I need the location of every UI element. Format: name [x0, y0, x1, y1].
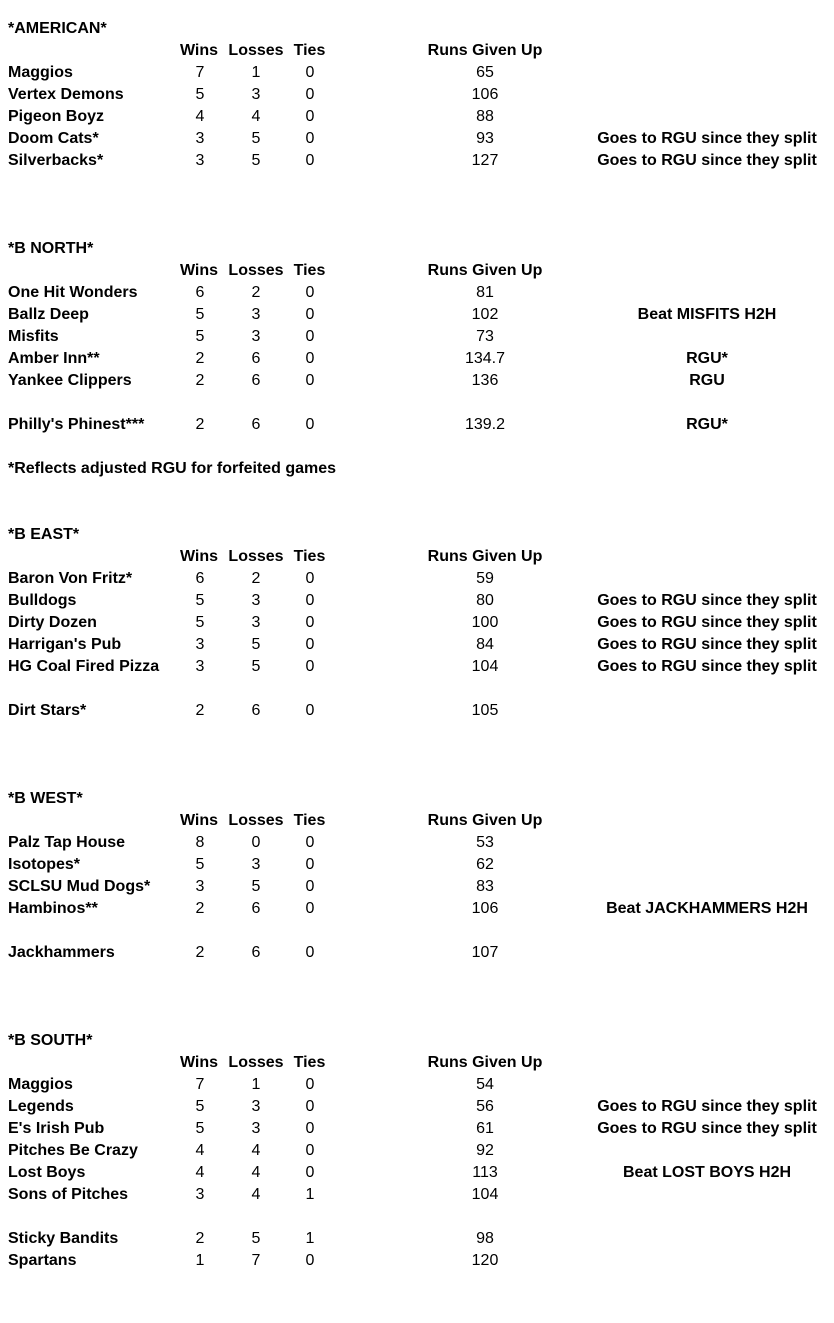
header-losses: Losses [228, 1054, 284, 1071]
team-rgu: 104 [471, 1186, 499, 1203]
team-note: Beat JACKHAMMERS H2H [606, 900, 808, 917]
team-wins: 1 [195, 1252, 205, 1269]
team-name: Isotopes* [8, 856, 81, 873]
team-name: Vertex Demons [8, 86, 124, 103]
header-losses: Losses [228, 262, 284, 279]
header-wins: Wins [179, 262, 219, 279]
team-losses: 3 [251, 306, 261, 323]
team-ties: 0 [305, 878, 315, 895]
team-name: Amber Inn** [8, 350, 100, 367]
team-wins: 5 [195, 856, 205, 873]
team-rgu: 80 [476, 592, 494, 609]
team-wins: 5 [195, 614, 205, 631]
team-rgu: 73 [476, 328, 494, 345]
team-ties: 0 [305, 328, 315, 345]
team-losses: 3 [251, 1098, 261, 1115]
team-losses: 5 [251, 878, 261, 895]
team-ties: 0 [305, 592, 315, 609]
team-name: Hambinos** [8, 900, 98, 917]
team-name: One Hit Wonders [8, 284, 138, 301]
team-name: Spartans [8, 1252, 77, 1269]
team-name: Legends [8, 1098, 74, 1115]
team-name: Philly's Phinest*** [8, 416, 145, 433]
team-ties: 0 [305, 372, 315, 389]
team-note: Goes to RGU since they split [597, 614, 817, 631]
team-rgu: 104 [471, 658, 499, 675]
team-name: Baron Von Fritz* [8, 570, 133, 587]
team-losses: 7 [251, 1252, 261, 1269]
team-losses: 4 [251, 1186, 261, 1203]
team-name: Doom Cats* [8, 130, 99, 147]
team-note: Goes to RGU since they split [597, 152, 817, 169]
team-losses: 3 [251, 592, 261, 609]
team-losses: 5 [251, 152, 261, 169]
team-name: Dirt Stars* [8, 702, 87, 719]
team-wins: 5 [195, 1120, 205, 1137]
team-rgu: 65 [476, 64, 494, 81]
team-note: Goes to RGU since they split [597, 1098, 817, 1115]
team-ties: 0 [305, 1252, 315, 1269]
team-note: Goes to RGU since they split [597, 636, 817, 653]
team-wins: 3 [195, 130, 205, 147]
team-wins: 2 [195, 900, 205, 917]
team-wins: 3 [195, 878, 205, 895]
team-rgu: 83 [476, 878, 494, 895]
team-name: Harrigan's Pub [8, 636, 122, 653]
team-losses: 6 [251, 350, 261, 367]
team-ties: 0 [305, 1164, 315, 1181]
team-losses: 3 [251, 328, 261, 345]
team-rgu: 98 [476, 1230, 494, 1247]
team-wins: 7 [195, 1076, 205, 1093]
team-wins: 2 [195, 416, 205, 433]
team-losses: 6 [251, 900, 261, 917]
team-ties: 0 [305, 64, 315, 81]
team-ties: 0 [305, 284, 315, 301]
team-wins: 4 [195, 108, 205, 125]
team-losses: 2 [251, 284, 261, 301]
header-losses: Losses [228, 548, 284, 565]
team-losses: 4 [251, 1142, 261, 1159]
team-name: Yankee Clippers [8, 372, 132, 389]
team-rgu: 120 [471, 1252, 499, 1269]
team-losses: 5 [251, 636, 261, 653]
team-wins: 4 [195, 1164, 205, 1181]
team-ties: 0 [305, 570, 315, 587]
team-rgu: 84 [476, 636, 494, 653]
header-runs-given-up: Runs Given Up [427, 812, 543, 829]
team-name: E's Irish Pub [8, 1120, 105, 1137]
team-name: SCLSU Mud Dogs* [8, 878, 151, 895]
team-ties: 0 [305, 614, 315, 631]
team-ties: 0 [305, 130, 315, 147]
team-ties: 0 [305, 306, 315, 323]
team-wins: 2 [195, 944, 205, 961]
team-wins: 5 [195, 592, 205, 609]
team-wins: 6 [195, 570, 205, 587]
team-losses: 1 [251, 64, 261, 81]
team-ties: 1 [305, 1230, 315, 1247]
header-ties: Ties [293, 1054, 326, 1071]
header-wins: Wins [179, 548, 219, 565]
team-wins: 4 [195, 1142, 205, 1159]
team-wins: 5 [195, 328, 205, 345]
team-ties: 0 [305, 636, 315, 653]
team-ties: 0 [305, 1142, 315, 1159]
team-wins: 7 [195, 64, 205, 81]
team-losses: 2 [251, 570, 261, 587]
team-wins: 5 [195, 1098, 205, 1115]
team-name: Misfits [8, 328, 59, 345]
team-losses: 3 [251, 856, 261, 873]
team-wins: 2 [195, 350, 205, 367]
team-losses: 6 [251, 944, 261, 961]
team-rgu: 92 [476, 1142, 494, 1159]
team-wins: 5 [195, 306, 205, 323]
division-title-b-north: *B NORTH* [8, 240, 94, 257]
team-ties: 0 [305, 416, 315, 433]
team-note: Goes to RGU since they split [597, 592, 817, 609]
team-rgu: 56 [476, 1098, 494, 1115]
team-rgu: 59 [476, 570, 494, 587]
team-wins: 2 [195, 1230, 205, 1247]
footnote: *Reflects adjusted RGU for forfeited games [8, 460, 337, 477]
team-rgu: 139.2 [464, 416, 506, 433]
team-name: Jackhammers [8, 944, 115, 961]
team-rgu: 105 [471, 702, 499, 719]
team-ties: 0 [305, 834, 315, 851]
header-ties: Ties [293, 262, 326, 279]
team-rgu: 88 [476, 108, 494, 125]
header-wins: Wins [179, 1054, 219, 1071]
team-note: Goes to RGU since they split [597, 658, 817, 675]
team-name: Lost Boys [8, 1164, 86, 1181]
team-wins: 2 [195, 372, 205, 389]
team-rgu: 54 [476, 1076, 494, 1093]
team-rgu: 127 [471, 152, 499, 169]
header-runs-given-up: Runs Given Up [427, 1054, 543, 1071]
team-name: Maggios [8, 64, 73, 81]
team-name: Pitches Be Crazy [8, 1142, 138, 1159]
team-name: Silverbacks* [8, 152, 104, 169]
team-rgu: 53 [476, 834, 494, 851]
team-losses: 3 [251, 614, 261, 631]
team-rgu: 62 [476, 856, 494, 873]
header-ties: Ties [293, 548, 326, 565]
team-rgu: 136 [471, 372, 499, 389]
team-rgu: 113 [472, 1164, 498, 1181]
team-losses: 5 [251, 1230, 261, 1247]
team-losses: 3 [251, 1120, 261, 1137]
team-note: Goes to RGU since they split [597, 1120, 817, 1137]
header-wins: Wins [179, 42, 219, 59]
team-note: Beat LOST BOYS H2H [622, 1164, 792, 1181]
team-name: Dirty Dozen [8, 614, 97, 631]
team-rgu: 134.7 [464, 350, 506, 367]
team-note: Beat MISFITS H2H [637, 306, 777, 323]
team-wins: 3 [195, 636, 205, 653]
team-losses: 5 [251, 130, 261, 147]
header-runs-given-up: Runs Given Up [427, 548, 543, 565]
team-rgu: 102 [471, 306, 499, 323]
team-name: Sticky Bandits [8, 1230, 119, 1247]
team-name: Bulldogs [8, 592, 77, 609]
team-name: HG Coal Fired Pizza [8, 658, 160, 675]
team-note: Goes to RGU since they split [597, 130, 817, 147]
header-losses: Losses [228, 812, 284, 829]
team-ties: 0 [305, 856, 315, 873]
team-losses: 6 [251, 372, 261, 389]
team-wins: 3 [195, 1186, 205, 1203]
team-note: RGU* [686, 350, 728, 367]
team-ties: 0 [305, 702, 315, 719]
team-wins: 8 [195, 834, 205, 851]
team-name: Sons of Pitches [8, 1186, 129, 1203]
team-losses: 0 [251, 834, 261, 851]
header-wins: Wins [179, 812, 219, 829]
team-ties: 0 [305, 152, 315, 169]
team-ties: 0 [305, 350, 315, 367]
team-name: Maggios [8, 1076, 73, 1093]
team-wins: 3 [195, 152, 205, 169]
team-losses: 3 [251, 86, 261, 103]
team-ties: 0 [305, 86, 315, 103]
team-rgu: 93 [476, 130, 494, 147]
team-losses: 6 [251, 416, 261, 433]
team-rgu: 61 [476, 1120, 494, 1137]
team-losses: 1 [251, 1076, 261, 1093]
team-rgu: 107 [471, 944, 499, 961]
team-losses: 6 [251, 702, 261, 719]
division-title-b-south: *B SOUTH* [8, 1032, 93, 1049]
header-runs-given-up: Runs Given Up [427, 42, 543, 59]
team-rgu: 106 [471, 900, 499, 917]
team-ties: 0 [305, 900, 315, 917]
team-ties: 0 [305, 1098, 315, 1115]
team-ties: 0 [305, 108, 315, 125]
team-ties: 0 [305, 1076, 315, 1093]
team-losses: 5 [251, 658, 261, 675]
team-rgu: 81 [476, 284, 494, 301]
team-wins: 2 [195, 702, 205, 719]
header-ties: Ties [293, 42, 326, 59]
header-losses: Losses [228, 42, 284, 59]
division-title-b-east: *B EAST* [8, 526, 80, 543]
team-rgu: 100 [471, 614, 499, 631]
division-title-american: *AMERICAN* [8, 20, 107, 37]
team-wins: 5 [195, 86, 205, 103]
header-ties: Ties [293, 812, 326, 829]
team-ties: 0 [305, 658, 315, 675]
header-runs-given-up: Runs Given Up [427, 262, 543, 279]
team-wins: 6 [195, 284, 205, 301]
team-name: Palz Tap House [8, 834, 126, 851]
team-name: Ballz Deep [8, 306, 89, 323]
team-note: RGU* [686, 416, 728, 433]
team-note: RGU [689, 372, 725, 389]
team-ties: 1 [305, 1186, 315, 1203]
team-name: Pigeon Boyz [8, 108, 105, 125]
team-rgu: 106 [471, 86, 499, 103]
team-ties: 0 [305, 1120, 315, 1137]
team-ties: 0 [305, 944, 315, 961]
team-losses: 4 [251, 1164, 261, 1181]
division-title-b-west: *B WEST* [8, 790, 83, 807]
team-losses: 4 [251, 108, 261, 125]
team-wins: 3 [195, 658, 205, 675]
